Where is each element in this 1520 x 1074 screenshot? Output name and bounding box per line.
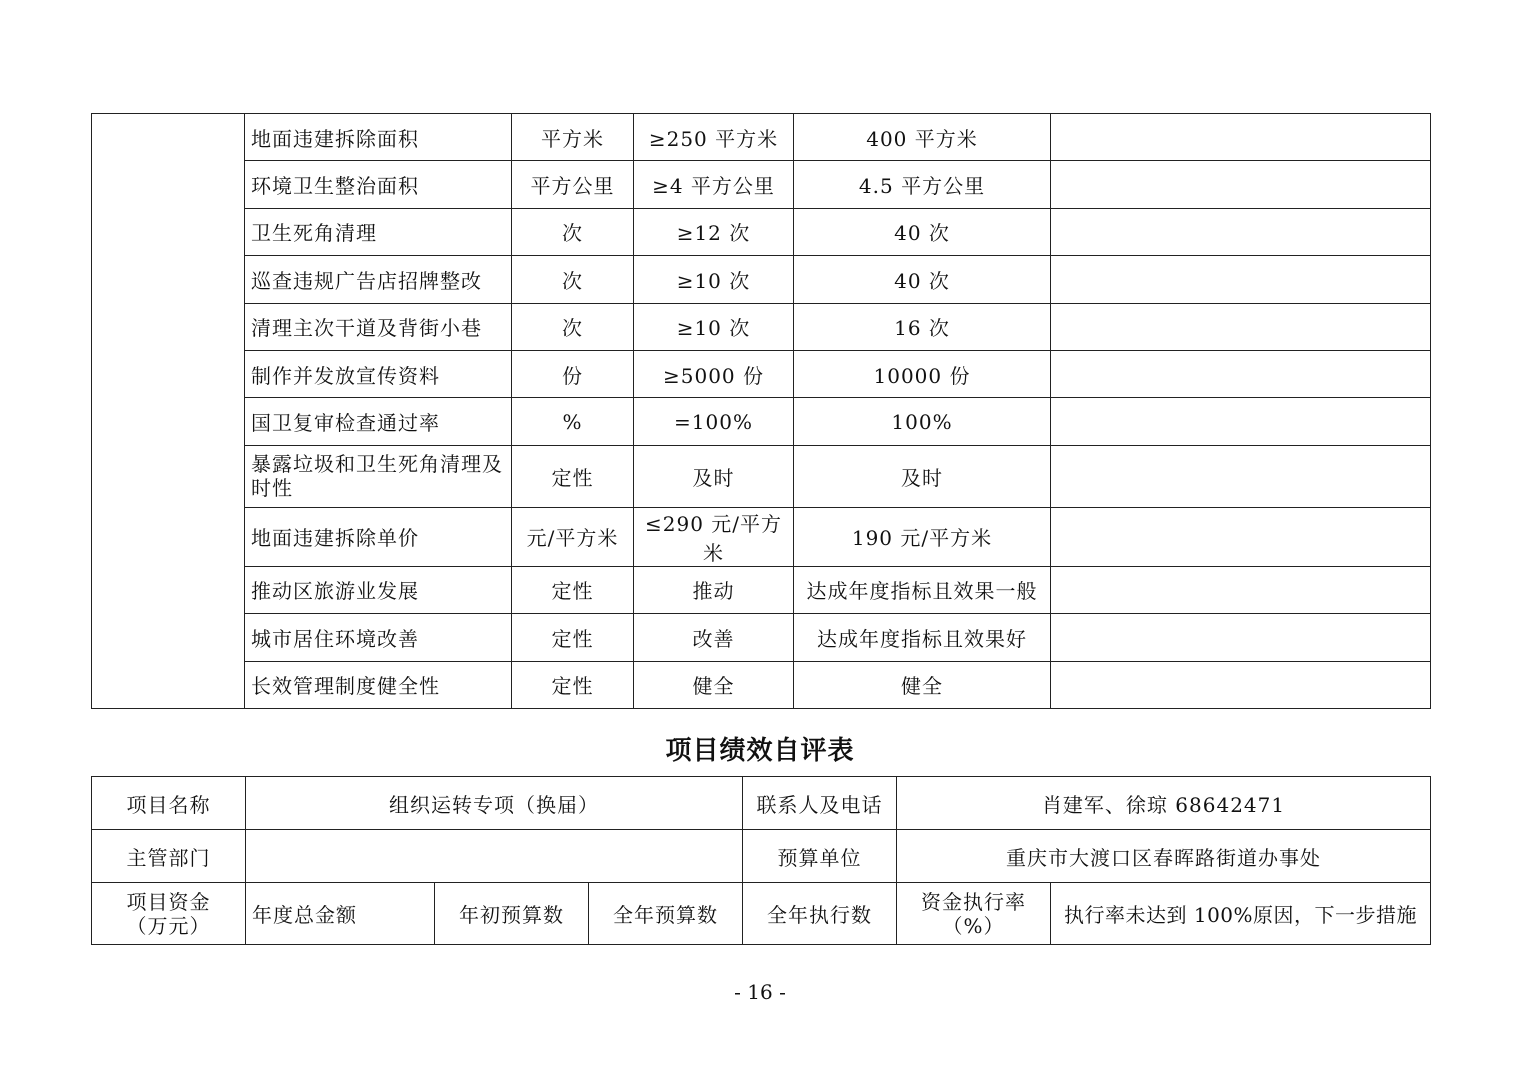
table-row	[92, 614, 1431, 661]
dept-value	[246, 830, 743, 883]
exec-rate-line1: 资金执行率	[921, 889, 1027, 914]
indicator-name: 长效管理制度健全性	[245, 661, 512, 708]
indicator-note	[1051, 566, 1431, 613]
indicator-actual: 100%	[794, 398, 1051, 445]
table-row	[92, 114, 1431, 161]
indicator-name: 清理主次干道及背街小巷	[245, 303, 512, 350]
indicator-target: ≤290 元/平方米	[634, 507, 794, 566]
fund-label-line2: （万元）	[126, 913, 211, 938]
indicator-name: 地面违建拆除面积	[245, 114, 512, 161]
category-cell	[92, 114, 245, 709]
indicator-unit: 定性	[512, 614, 634, 661]
indicator-target: ≥12 次	[634, 208, 794, 255]
page-number: - 16 -	[734, 980, 786, 1004]
indicator-unit: 定性	[512, 566, 634, 613]
full-year-exec: 全年执行数	[743, 883, 897, 945]
indicator-unit: 定性	[512, 445, 634, 507]
indicator-target: 健全	[634, 661, 794, 708]
reason: 执行率未达到 100%原因，下一步措施	[1051, 883, 1431, 945]
indicator-table	[91, 113, 1431, 709]
eval-table	[91, 776, 1431, 945]
indicator-note	[1051, 614, 1431, 661]
indicator-actual: 40 次	[794, 256, 1051, 303]
indicator-unit: 次	[512, 303, 634, 350]
indicator-unit: 平方米	[512, 114, 634, 161]
annual-total: 年度总金额	[246, 883, 435, 945]
initial-budget: 年初预算数	[435, 883, 589, 945]
exec-rate-line2: （%）	[942, 913, 1005, 938]
indicator-actual: 及时	[794, 445, 1051, 507]
indicator-actual: 16 次	[794, 303, 1051, 350]
table-row	[92, 507, 1431, 566]
table-row	[92, 398, 1431, 445]
indicator-actual: 达成年度指标且效果好	[794, 614, 1051, 661]
indicator-name: 推动区旅游业发展	[245, 566, 512, 613]
indicator-target: ≥10 次	[634, 256, 794, 303]
budget-unit-value: 重庆市大渡口区春晖路街道办事处	[897, 830, 1431, 883]
indicator-unit: 定性	[512, 661, 634, 708]
indicator-unit: 平方公里	[512, 161, 634, 208]
indicator-note	[1051, 445, 1431, 507]
indicator-note	[1051, 208, 1431, 255]
indicator-note	[1051, 507, 1431, 566]
indicator-name: 卫生死角清理	[245, 208, 512, 255]
table-row	[92, 303, 1431, 350]
table-row	[92, 208, 1431, 255]
indicator-name: 地面违建拆除单价	[245, 507, 512, 566]
contact-label: 联系人及电话	[743, 777, 897, 830]
indicator-name: 暴露垃圾和卫生死角清理及时性	[245, 445, 512, 507]
indicator-note	[1051, 661, 1431, 708]
indicator-target: 改善	[634, 614, 794, 661]
indicator-actual: 达成年度指标且效果一般	[794, 566, 1051, 613]
contact-value: 肖建军、徐琼 68642471	[897, 777, 1431, 830]
section-title: 项目绩效自评表	[665, 736, 855, 766]
full-year-budget: 全年预算数	[589, 883, 743, 945]
indicator-actual: 190 元/平方米	[794, 507, 1051, 566]
indicator-note	[1051, 398, 1431, 445]
indicator-unit: %	[512, 398, 634, 445]
indicator-note	[1051, 350, 1431, 397]
indicator-name: 国卫复审检查通过率	[245, 398, 512, 445]
indicator-note	[1051, 161, 1431, 208]
indicator-target: =100%	[634, 398, 794, 445]
indicator-name: 城市居住环境改善	[245, 614, 512, 661]
indicator-actual: 40 次	[794, 208, 1051, 255]
project-name-label: 项目名称	[92, 777, 246, 830]
indicator-target: 推动	[634, 566, 794, 613]
table-row	[92, 161, 1431, 208]
table-row	[92, 445, 1431, 507]
indicator-target: ≥4 平方公里	[634, 161, 794, 208]
indicator-name: 制作并发放宣传资料	[245, 350, 512, 397]
indicator-unit: 次	[512, 208, 634, 255]
indicator-name: 环境卫生整治面积	[245, 161, 512, 208]
exec-rate	[897, 883, 1051, 945]
budget-unit-label: 预算单位	[743, 830, 897, 883]
table-row	[92, 350, 1431, 397]
dept-label: 主管部门	[92, 830, 246, 883]
table-row	[92, 566, 1431, 613]
indicator-target: ≥5000 份	[634, 350, 794, 397]
indicator-note	[1051, 114, 1431, 161]
project-name-value: 组织运转专项（换届）	[246, 777, 743, 830]
indicator-actual: 健全	[794, 661, 1051, 708]
table-row	[92, 661, 1431, 708]
indicator-note	[1051, 303, 1431, 350]
indicator-target: ≥250 平方米	[634, 114, 794, 161]
indicator-actual: 10000 份	[794, 350, 1051, 397]
fund-label	[92, 883, 246, 945]
indicator-unit: 次	[512, 256, 634, 303]
indicator-name: 巡查违规广告店招牌整改	[245, 256, 512, 303]
indicator-unit: 元/平方米	[512, 507, 634, 566]
indicator-target: 及时	[634, 445, 794, 507]
indicator-actual: 400 平方米	[794, 114, 1051, 161]
table-row	[92, 256, 1431, 303]
indicator-unit: 份	[512, 350, 634, 397]
indicator-target: ≥10 次	[634, 303, 794, 350]
indicator-note	[1051, 256, 1431, 303]
fund-label-line1: 项目资金	[126, 889, 211, 914]
indicator-actual: 4.5 平方公里	[794, 161, 1051, 208]
